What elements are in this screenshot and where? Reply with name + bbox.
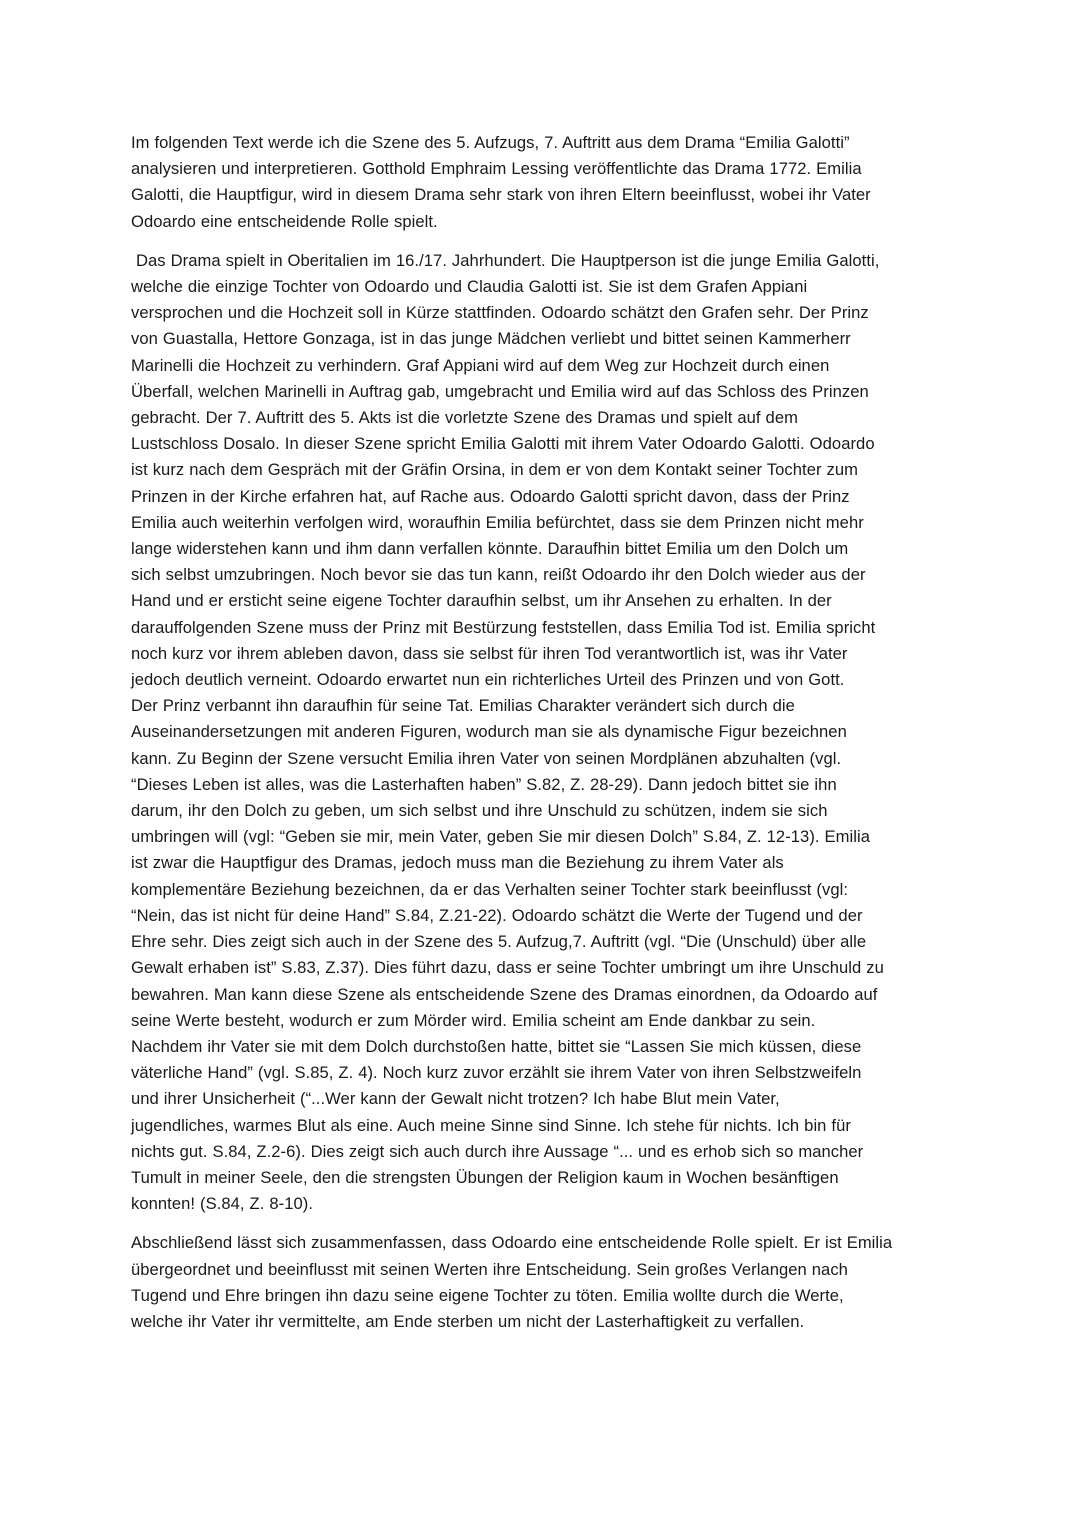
text-line: welche ihr Vater ihr vermittelte, am Ende sterben um nicht der Lasterhaftigkeit zu verfallen. — [131, 1311, 805, 1331]
text-line: ist zwar die Hauptfigur des Dramas, jedoch muss man die Beziehung zu ihrem Vater als — [131, 853, 784, 873]
text-line: Prinzen in der Kirche erfahren hat, auf Rache aus. Odoardo Galotti spricht davon, dass der Prinz — [131, 486, 850, 506]
text-line: väterliche Hand” (vgl. S.85, Z. 4). Noch kurz zuvor erzählt sie ihrem Vater von ihren Selbstzweifeln — [131, 1063, 862, 1083]
text-line: umbringen will (vgl: “Geben sie mir, mein Vater, geben Sie mir diesen Dolch” S.84, Z. 12-13). Emilia — [131, 827, 870, 847]
text-line: kann. Zu Beginn der Szene versucht Emilia ihren Vater von seinen Mordplänen abzuhalten (vgl. — [131, 748, 842, 768]
text-line: Auseinandersetzungen mit anderen Figuren, wodurch man sie als dynamische Figur bezeichnen — [131, 722, 847, 742]
text-line: versprochen und die Hochzeit soll in Kürze stattfinden. Odoardo schätzt den Grafen sehr. Der Prinz — [131, 303, 869, 323]
text-line: seine Werte besteht, wodurch er zum Mörder wird. Emilia scheint am Ende dankbar zu sein. — [131, 1010, 816, 1030]
text-line: darum, ihr den Dolch zu geben, um sich selbst und ihre Unschuld zu schützen, indem sie sich — [131, 801, 828, 821]
text-line: Marinelli die Hochzeit zu verhindern. Graf Appiani wird auf dem Weg zur Hochzeit durch einen — [131, 355, 830, 375]
text-line: Nachdem ihr Vater sie mit dem Dolch durchstoßen hatte, bittet sie “Lassen Sie mich küssen, diese — [131, 1036, 862, 1056]
text-line: Überfall, welchen Marinelli in Auftrag gab, umgebracht und Emilia wird auf das Schloss des Prinzen — [131, 381, 869, 401]
paragraph-main — [131, 248, 951, 1218]
text-line: Hand und er ersticht seine eigene Tochter daraufhin selbst, um ihr Ansehen zu erhalten. In der — [131, 591, 832, 611]
text-line: nichts gut. S.84, Z.2-6). Dies zeigt sich auch durch ihre Aussage “... und es erhob sich so mancher — [131, 1141, 864, 1161]
text-line: lange widerstehen kann und ihm dann verfallen könnte. Daraufhin bittet Emilia um den Dolch um — [131, 539, 849, 559]
text-line: Galotti, die Hauptfigur, wird in diesem Drama sehr stark von ihren Eltern beeinflusst, wobei ihr Vater — [131, 185, 871, 205]
text-line: analysieren und interpretieren. Gotthold Emphraim Lessing veröffentlichte das Drama 1772. Emilia — [131, 159, 862, 179]
text-line: noch kurz vor ihrem ableben davon, dass sie selbst für ihren Tod verantwortlich ist, was ihr Vater — [131, 643, 848, 663]
text-line: welche die einzige Tochter von Odoardo und Claudia Galotti ist. Sie ist dem Grafen Appiani — [131, 277, 808, 297]
text-line: Gewalt erhaben ist” S.83, Z.37). Dies führt dazu, dass er seine Tochter umbringt um ihre Unschuld zu — [131, 958, 884, 978]
text-line: jedoch deutlich verneint. Odoardo erwartet nun ein richterliches Urteil des Prinzen und von Gott. — [131, 670, 845, 690]
text-line: Ehre sehr. Dies zeigt sich auch in der Szene des 5. Aufzug,7. Auftritt (vgl. “Die (Unschuld) über alle — [131, 932, 867, 952]
text-line: Der Prinz verbannt ihn daraufhin für seine Tat. Emilias Charakter verändert sich durch die — [131, 696, 795, 716]
text-line: Das Drama spielt in Oberitalien im 16./17. Jahrhundert. Die Hauptperson ist die junge Emilia Galotti, — [131, 250, 880, 270]
text-line: sich selbst umzubringen. Noch bevor sie das tun kann, reißt Odoardo ihr den Dolch wieder aus der — [131, 565, 866, 585]
text-line: Tugend und Ehre bringen ihn dazu seine eigene Tochter zu töten. Emilia wollte durch die Werte, — [131, 1285, 844, 1305]
document-page — [131, 130, 951, 1335]
text-line: darauffolgenden Szene muss der Prinz mit Bestürzung feststellen, dass Emilia Tod ist. Emilia spricht — [131, 617, 876, 637]
text-line: von Guastalla, Hettore Gonzaga, ist in das junge Mädchen verliebt und bittet seinen Kammerherr — [131, 329, 851, 349]
text-line: übergeordnet und beeinflusst mit seinen Werten ihre Entscheidung. Sein großes Verlangen nach — [131, 1259, 848, 1279]
paragraph-introduction — [131, 130, 951, 235]
text-line: Abschließend lässt sich zusammenfassen, dass Odoardo eine entscheidende Rolle spielt. Er ist Emilia — [131, 1233, 893, 1253]
text-line: Emilia auch weiterhin verfolgen wird, woraufhin Emilia befürchtet, dass sie dem Prinzen nicht mehr — [131, 512, 864, 532]
text-line: “Nein, das ist nicht für deine Hand” S.84, Z.21-22). Odoardo schätzt die Werte der Tugend und der — [131, 905, 863, 925]
text-line: konnten! (S.84, Z. 8-10). — [131, 1194, 314, 1214]
text-line: jugendliches, warmes Blut als eine. Auch meine Sinne sind Sinne. Ich stehe für nichts. Ich bin für — [131, 1115, 851, 1135]
text-line: ist kurz nach dem Gespräch mit der Gräfin Orsina, in dem er von dem Kontakt seiner Tochter zum — [131, 460, 859, 480]
text-line: und ihrer Unsicherheit (“...Wer kann der Gewalt nicht trotzen? Ich habe Blut mein Vater, — [131, 1089, 780, 1109]
text-line: Tumult in meiner Seele, den die strengsten Übungen der Religion kaum in Wochen besänftigen — [131, 1167, 839, 1187]
text-line: Im folgenden Text werde ich die Szene des 5. Aufzugs, 7. Auftritt aus dem Drama “Emilia Galotti” — [131, 133, 850, 152]
text-line: komplementäre Beziehung bezeichnen, da er das Verhalten seiner Tochter stark beeinflusst (vgl: — [131, 879, 849, 899]
text-line: Lustschloss Dosalo. In dieser Szene spricht Emilia Galotti mit ihrem Vater Odoardo Galotti. Odoardo — [131, 434, 875, 454]
text-line: bewahren. Man kann diese Szene als entscheidende Szene des Dramas einordnen, da Odoardo auf — [131, 984, 878, 1004]
text-line: Odoardo eine entscheidende Rolle spielt. — [131, 211, 438, 231]
paragraph-conclusion — [131, 1230, 951, 1335]
text-line: gebracht. Der 7. Auftritt des 5. Akts ist die vorletzte Szene des Dramas und spielt auf dem — [131, 408, 798, 428]
text-line: “Dieses Leben ist alles, was die Lasterhaften haben” S.82, Z. 28-29). Dann jedoch bittet sie ihn — [131, 774, 837, 794]
